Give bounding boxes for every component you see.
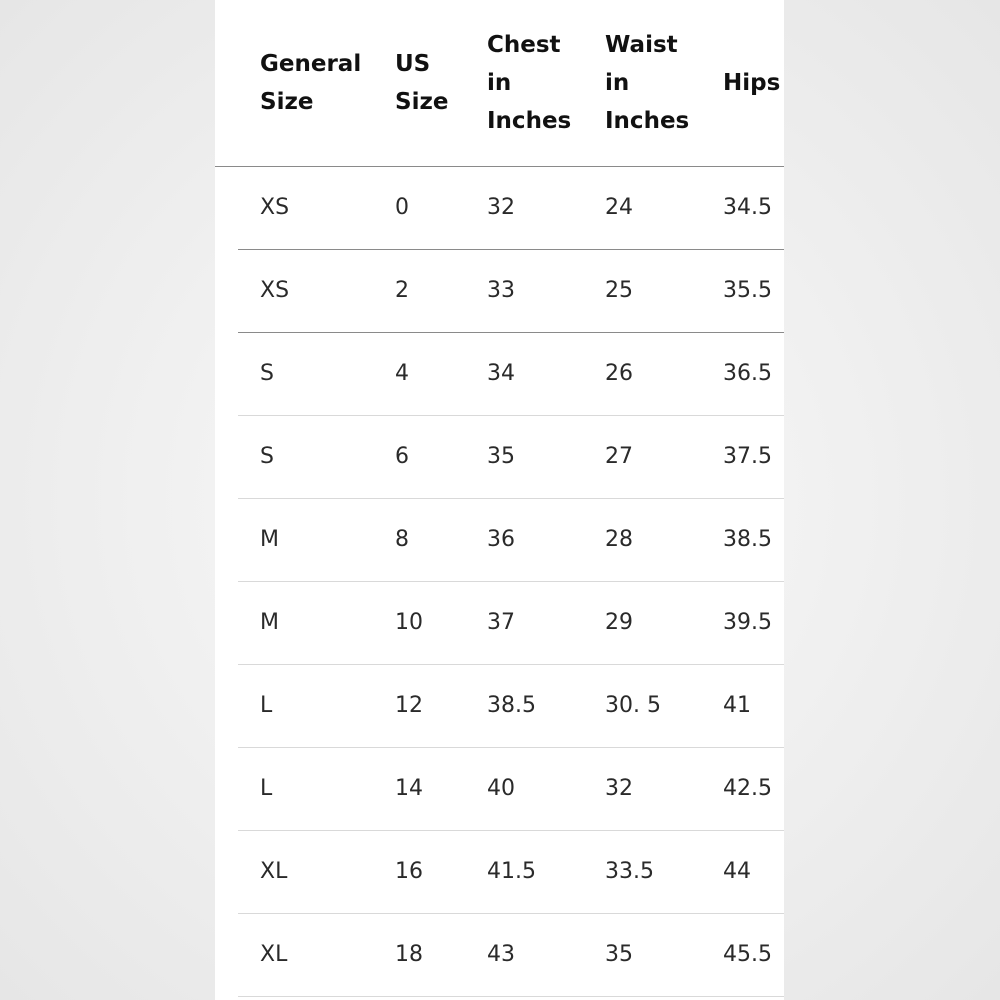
cell-hips: 41 (723, 693, 751, 718)
cell-hips: 34.5 (723, 195, 772, 220)
cell-us-size: 18 (395, 942, 423, 967)
cell-chest: 41.5 (487, 859, 536, 884)
cell-hips: 45.5 (723, 942, 772, 967)
table-header (215, 0, 784, 167)
table-row (238, 250, 784, 333)
size-chart-table (215, 0, 784, 1000)
cell-us-size: 14 (395, 776, 423, 801)
header-waist: Waist in Inches (605, 32, 690, 134)
table-row (238, 914, 784, 997)
cell-general-size: L (260, 776, 273, 801)
cell-us-size: 12 (395, 693, 423, 718)
cell-chest: 36 (487, 527, 515, 552)
cell-waist: 28 (605, 527, 633, 552)
cell-us-size: 0 (395, 195, 409, 220)
table-row (238, 416, 784, 499)
cell-waist: 29 (605, 610, 633, 635)
cell-hips: 36.5 (723, 361, 772, 386)
cell-hips: 42.5 (723, 776, 772, 801)
cell-waist: 35 (605, 942, 633, 967)
table-row (238, 748, 784, 831)
table-row (238, 831, 784, 914)
header-us-size: US Size (395, 51, 449, 115)
cell-general-size: XL (260, 942, 288, 967)
cell-waist: 27 (605, 444, 633, 469)
cell-chest: 37 (487, 610, 515, 635)
cell-general-size: M (260, 610, 279, 635)
table-row (238, 167, 784, 250)
cell-waist: 33.5 (605, 859, 654, 884)
cell-general-size: L (260, 693, 273, 718)
cell-general-size: XL (260, 859, 288, 884)
header-hips: Hips (723, 70, 781, 96)
cell-hips: 38.5 (723, 527, 772, 552)
cell-hips: 39.5 (723, 610, 772, 635)
cell-us-size: 10 (395, 610, 423, 635)
cell-chest: 34 (487, 361, 515, 386)
cell-hips: 35.5 (723, 278, 772, 303)
cell-us-size: 2 (395, 278, 409, 303)
cell-us-size: 4 (395, 361, 409, 386)
cell-hips: 37.5 (723, 444, 772, 469)
cell-waist: 26 (605, 361, 633, 386)
table-row (238, 665, 784, 748)
table-row (238, 582, 784, 665)
cell-hips: 44 (723, 859, 751, 884)
header-chest: Chest in Inches (487, 32, 572, 134)
table-row (238, 333, 784, 416)
cell-us-size: 8 (395, 527, 409, 552)
cell-waist: 25 (605, 278, 633, 303)
cell-general-size: S (260, 444, 274, 469)
cell-chest: 38.5 (487, 693, 536, 718)
cell-waist: 24 (605, 195, 633, 220)
cell-chest: 40 (487, 776, 515, 801)
cell-us-size: 16 (395, 859, 423, 884)
cell-general-size: M (260, 527, 279, 552)
cell-waist: 32 (605, 776, 633, 801)
header-general-size: General Size (260, 51, 362, 115)
cell-chest: 35 (487, 444, 515, 469)
cell-waist: 30. 5 (605, 693, 661, 718)
cell-general-size: XS (260, 278, 290, 303)
cell-chest: 32 (487, 195, 515, 220)
cell-chest: 43 (487, 942, 515, 967)
cell-chest: 33 (487, 278, 515, 303)
cell-general-size: XS (260, 195, 290, 220)
cell-us-size: 6 (395, 444, 409, 469)
cell-general-size: S (260, 361, 274, 386)
table-row (238, 499, 784, 582)
